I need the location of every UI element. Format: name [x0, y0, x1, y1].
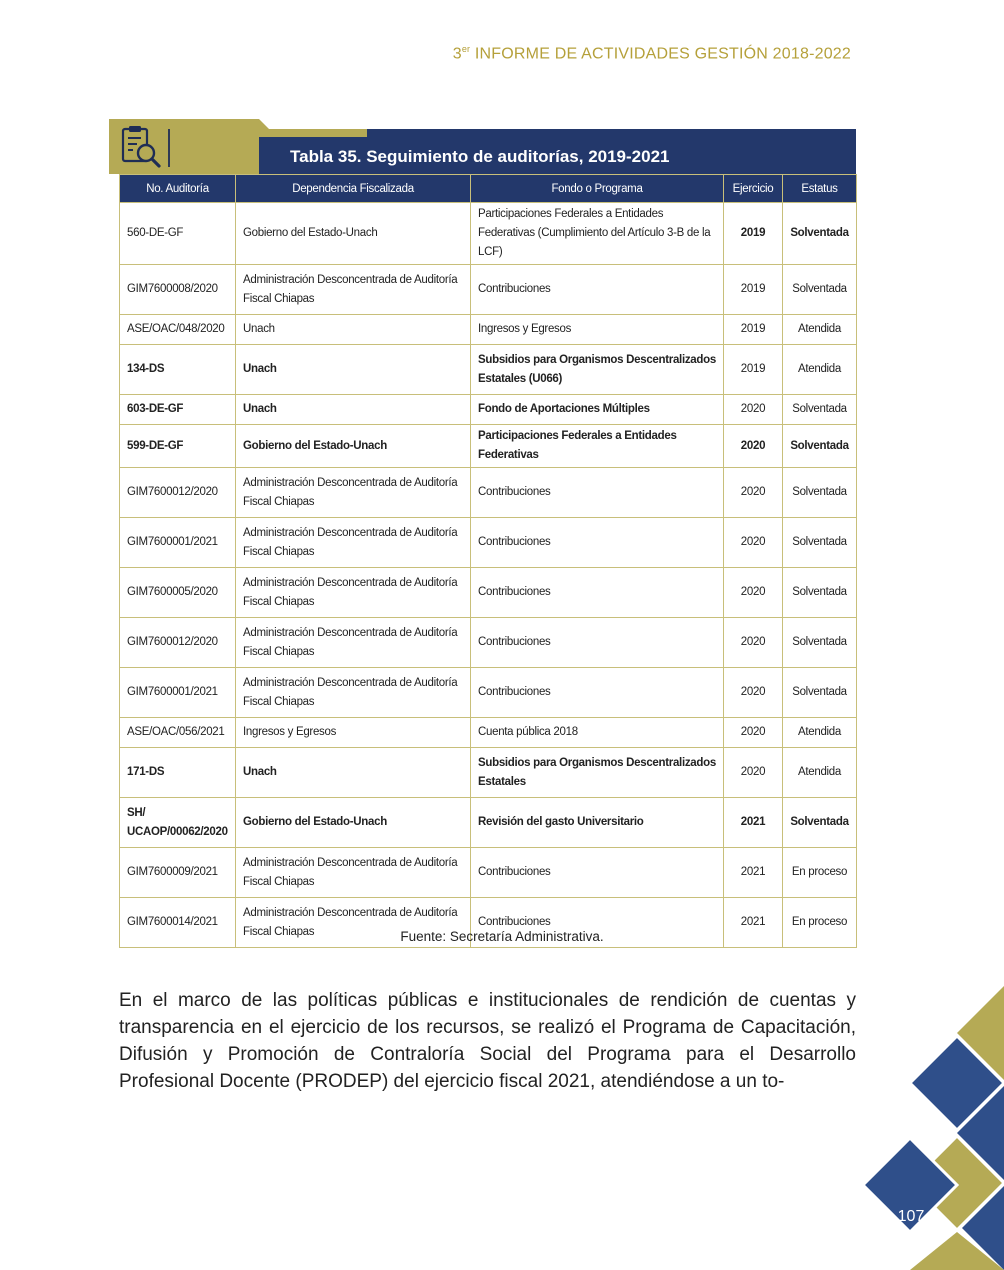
- col-header-ejercicio: Ejercicio: [724, 175, 783, 203]
- table-row: [120, 618, 857, 668]
- cell-fondo: Cuenta pública 2018: [471, 718, 724, 748]
- cell-fondo: Contribuciones: [471, 265, 724, 315]
- page-number: 107: [897, 1208, 925, 1225]
- cell-estatus: Solventada: [783, 265, 857, 315]
- cell-no-auditoria: 171-DS: [120, 748, 236, 798]
- cell-dependencia: Administración Desconcentrada de Auditoría Fiscal Chiapas: [236, 568, 471, 618]
- cell-no-auditoria: GIM7600012/2020: [120, 468, 236, 518]
- cell-estatus: En proceso: [783, 848, 857, 898]
- cell-ejercicio: 2020: [724, 618, 783, 668]
- cell-ejercicio: 2019: [724, 315, 783, 345]
- cell-no-auditoria: GIM7600001/2021: [120, 668, 236, 718]
- cell-ejercicio: 2019: [724, 265, 783, 315]
- table-row: [120, 265, 857, 315]
- cell-ejercicio: 2020: [724, 518, 783, 568]
- cell-dependencia: Administración Desconcentrada de Auditoría Fiscal Chiapas: [236, 518, 471, 568]
- header-prefix: 3: [452, 45, 462, 63]
- cell-fondo: Revisión del gasto Universitario: [471, 798, 724, 848]
- cell-dependencia: Administración Desconcentrada de Auditoría Fiscal Chiapas: [236, 898, 471, 948]
- cell-fondo: Subsidios para Organismos Descentralizados Estatales (U066): [471, 345, 724, 395]
- header-title-text: INFORME DE ACTIVIDADES GESTIÓN 2018-2022: [474, 45, 851, 63]
- cell-dependencia: Unach: [236, 748, 471, 798]
- cell-dependencia: Administración Desconcentrada de Auditoría Fiscal Chiapas: [236, 848, 471, 898]
- table-row: [120, 395, 857, 425]
- cell-no-auditoria: GIM7600009/2021: [120, 848, 236, 898]
- cell-dependencia: Administración Desconcentrada de Auditoría Fiscal Chiapas: [236, 468, 471, 518]
- cell-no-auditoria: 560-DE-GF: [120, 203, 236, 265]
- cell-ejercicio: 2020: [724, 395, 783, 425]
- cell-estatus: Solventada: [783, 203, 857, 265]
- decorative-diamonds: [860, 980, 1004, 1270]
- cell-no-auditoria: GIM7600014/2021: [120, 898, 236, 948]
- table-row: [120, 203, 857, 265]
- table-row: [120, 468, 857, 518]
- table-row: [120, 315, 857, 345]
- cell-ejercicio: 2019: [724, 345, 783, 395]
- table-header-row: [120, 175, 857, 203]
- cell-fondo: Contribuciones: [471, 568, 724, 618]
- cell-estatus: Solventada: [783, 798, 857, 848]
- cell-ejercicio: 2020: [724, 468, 783, 518]
- cell-ejercicio: 2020: [724, 718, 783, 748]
- table-source-note: Fuente: Secretaría Administrativa.: [400, 929, 604, 944]
- cell-fondo: Fondo de Aportaciones Múltiples: [471, 395, 724, 425]
- cell-ejercicio: 2021: [724, 848, 783, 898]
- cell-fondo: Participaciones Federales a Entidades Federativas: [471, 425, 724, 468]
- cell-dependencia: Gobierno del Estado-Unach: [236, 798, 471, 848]
- cell-ejercicio: 2020: [724, 748, 783, 798]
- table-row: [120, 668, 857, 718]
- cell-estatus: Solventada: [783, 618, 857, 668]
- clipboard-magnifier-icon: [119, 123, 179, 171]
- cell-estatus: Solventada: [783, 518, 857, 568]
- body-paragraph: En el marco de las políticas públicas e institucionales de rendición de cuentas y transparencia en el ejercicio de los recursos, se realizó el Programa de Capacitación, Difusión y Promoción de Contraloría Social del Programa para el Desarrollo Profesional Docente (PRODEP) del ejercicio fiscal 2021, atendiéndose a un to-: [119, 990, 856, 1092]
- col-header-estatus: Estatus: [783, 175, 857, 203]
- cell-no-auditoria: SH/ UCAOP/00062/2020: [120, 798, 236, 848]
- running-header: [453, 44, 851, 63]
- cell-fondo: Contribuciones: [471, 898, 724, 948]
- cell-fondo: Contribuciones: [471, 468, 724, 518]
- cell-dependencia: Gobierno del Estado-Unach: [236, 425, 471, 468]
- cell-estatus: Solventada: [783, 468, 857, 518]
- table-row: [120, 345, 857, 395]
- cell-ejercicio: 2019: [724, 203, 783, 265]
- cell-estatus: Solventada: [783, 668, 857, 718]
- cell-fondo: Contribuciones: [471, 518, 724, 568]
- cell-dependencia: Unach: [236, 315, 471, 345]
- cell-ejercicio: 2021: [724, 798, 783, 848]
- cell-dependencia: Gobierno del Estado-Unach: [236, 203, 471, 265]
- audits-table: [119, 174, 857, 948]
- col-header-no-auditoria: No. Auditoría: [120, 175, 236, 203]
- table-row: [120, 798, 857, 848]
- table-row: [120, 568, 857, 618]
- cell-dependencia: Ingresos y Egresos: [236, 718, 471, 748]
- cell-no-auditoria: 599-DE-GF: [120, 425, 236, 468]
- cell-estatus: Solventada: [783, 425, 857, 468]
- cell-fondo: Contribuciones: [471, 668, 724, 718]
- cell-no-auditoria: GIM7600012/2020: [120, 618, 236, 668]
- cell-fondo: Ingresos y Egresos: [471, 315, 724, 345]
- cell-estatus: Solventada: [783, 568, 857, 618]
- cell-estatus: Atendida: [783, 345, 857, 395]
- cell-no-auditoria: ASE/OAC/048/2020: [120, 315, 236, 345]
- cell-estatus: Atendida: [783, 748, 857, 798]
- table-row: [120, 518, 857, 568]
- cell-estatus: Atendida: [783, 315, 857, 345]
- cell-dependencia: Unach: [236, 395, 471, 425]
- cell-no-auditoria: GIM7600001/2021: [120, 518, 236, 568]
- cell-no-auditoria: GIM7600005/2020: [120, 568, 236, 618]
- cell-no-auditoria: GIM7600008/2020: [120, 265, 236, 315]
- cell-ejercicio: 2020: [724, 668, 783, 718]
- cell-dependencia: Unach: [236, 345, 471, 395]
- cell-fondo: Contribuciones: [471, 618, 724, 668]
- cell-fondo: Contribuciones: [471, 848, 724, 898]
- cell-ejercicio: 2020: [724, 568, 783, 618]
- cell-dependencia: Administración Desconcentrada de Auditoría Fiscal Chiapas: [236, 668, 471, 718]
- col-header-fondo: Fondo o Programa: [471, 175, 724, 203]
- cell-dependencia: Administración Desconcentrada de Auditoría Fiscal Chiapas: [236, 618, 471, 668]
- table-row: [120, 718, 857, 748]
- table-row: [120, 425, 857, 468]
- table-row: [120, 748, 857, 798]
- cell-ejercicio: 2020: [724, 425, 783, 468]
- col-header-dependencia: Dependencia Fiscalizada: [236, 175, 471, 203]
- cell-fondo: Participaciones Federales a Entidades Federativas (Cumplimiento del Artículo 3-B de la LCF): [471, 203, 724, 265]
- cell-ejercicio: 2021: [724, 898, 783, 948]
- cell-no-auditoria: 134-DS: [120, 345, 236, 395]
- cell-dependencia: Administración Desconcentrada de Auditoría Fiscal Chiapas: [236, 265, 471, 315]
- cell-fondo: Subsidios para Organismos Descentralizados Estatales: [471, 748, 724, 798]
- table-title: Tabla 35. Seguimiento de auditorías, 2019-2021: [290, 147, 670, 166]
- cell-no-auditoria: 603-DE-GF: [120, 395, 236, 425]
- cell-estatus: Solventada: [783, 395, 857, 425]
- header-sup: er: [461, 44, 471, 54]
- table-row: [120, 848, 857, 898]
- cell-estatus: En proceso: [783, 898, 857, 948]
- cell-estatus: Atendida: [783, 718, 857, 748]
- cell-no-auditoria: ASE/OAC/056/2021: [120, 718, 236, 748]
